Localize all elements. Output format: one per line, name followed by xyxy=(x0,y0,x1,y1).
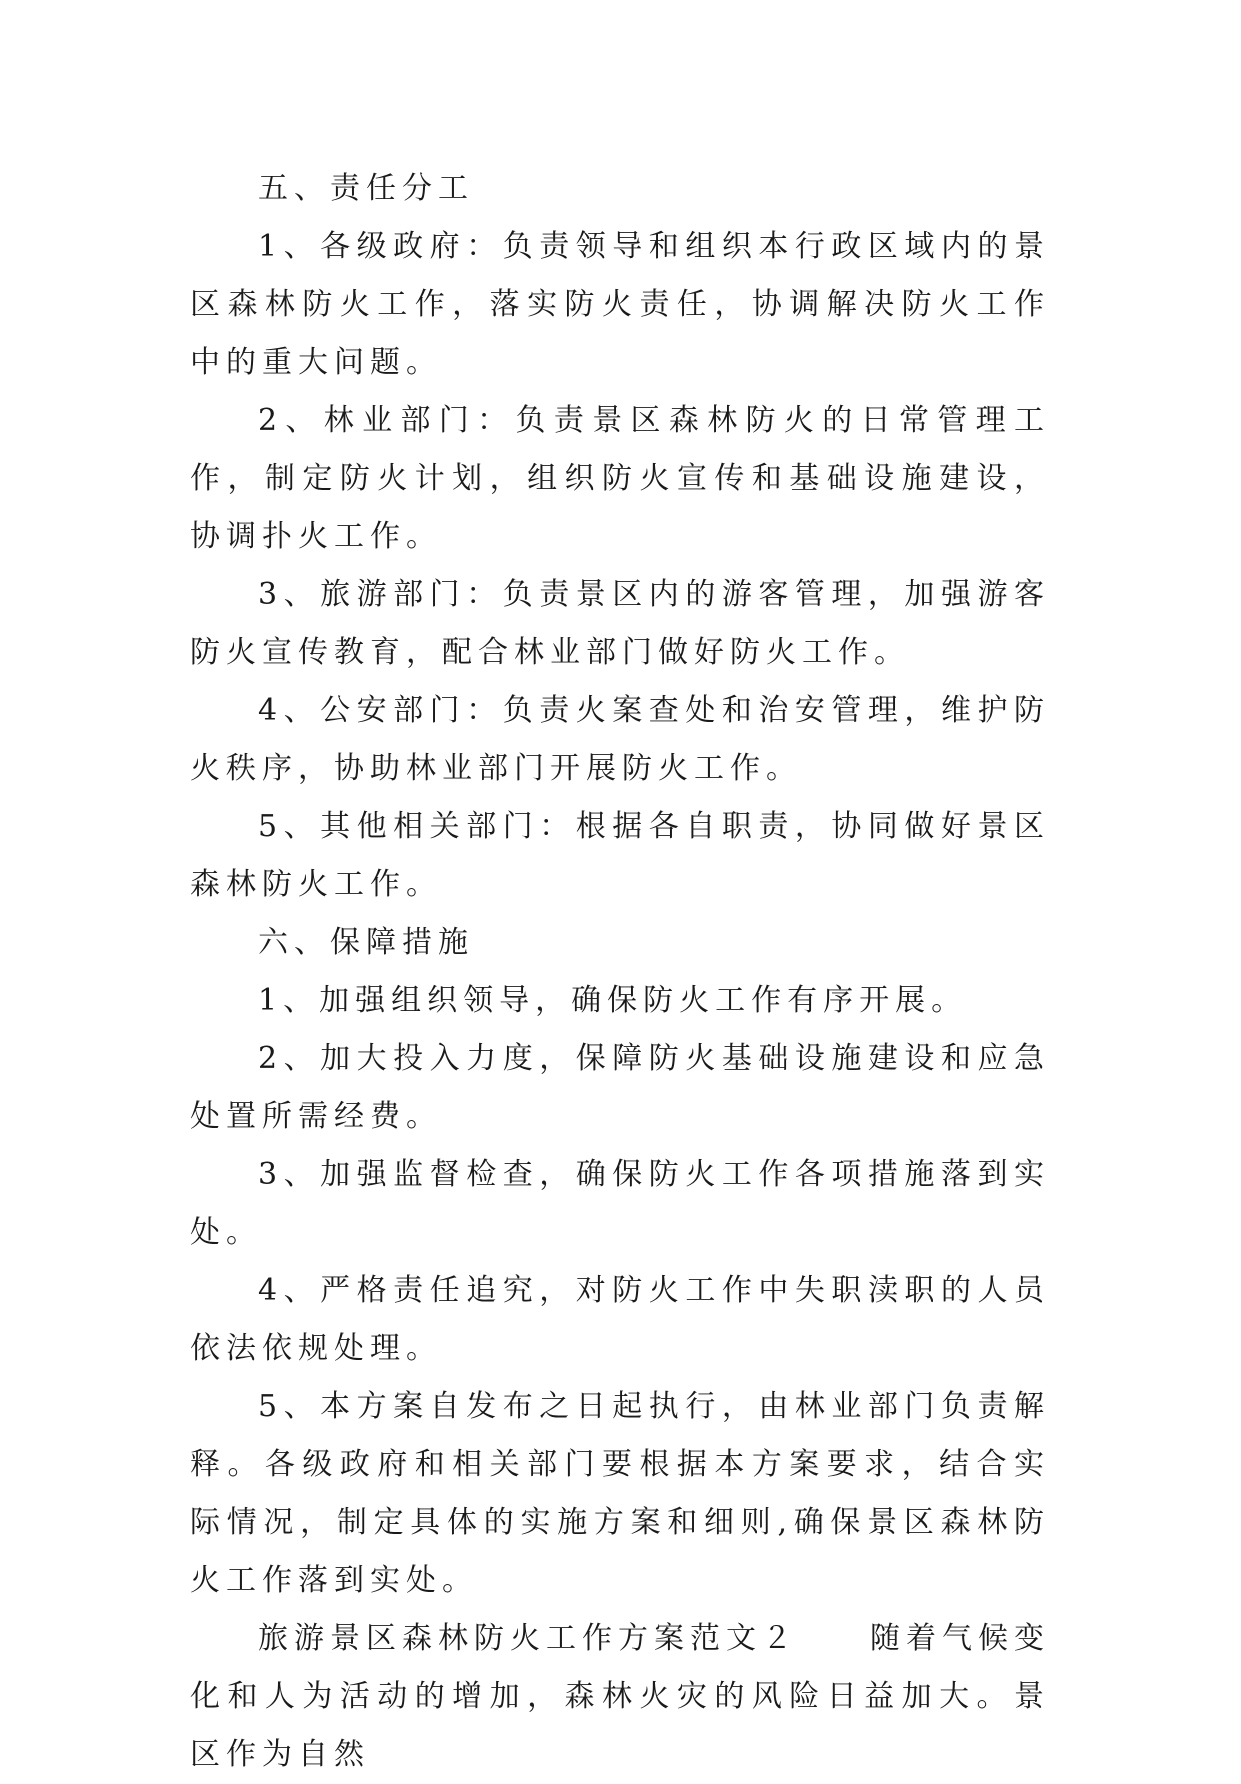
section-heading-responsibilities: 五、责任分工 xyxy=(258,171,474,206)
safeguard-item-2: 2、加大投入力度，保障防火基础设施建设和应急处置所需经费。 xyxy=(190,1041,1050,1134)
safeguard-item-1: 1、加强组织领导，确保防火工作有序开展。 xyxy=(258,983,968,1018)
responsibility-item-government: 1、各级政府：负责领导和组织本行政区域内的景区森林防火工作，落实防火责任，协调解决防火工作中的重大问题。 xyxy=(190,229,1050,380)
responsibility-item-tourism: 3、旅游部门：负责景区内的游客管理，加强游客防火宣传教育，配合林业部门做好防火工作。 xyxy=(190,577,1050,670)
section-heading-safeguards: 六、保障措施 xyxy=(258,925,474,960)
responsibility-item-other: 5、其他相关部门：根据各自职责，协同做好景区森林防火工作。 xyxy=(190,809,1050,902)
safeguard-item-5: 5、本方案自发布之日起执行，由林业部门负责解释。各级政府和相关部门要根据本方案要求，结合实际情况，制定具体的实施方案和细则,确保景区森林防火工作落到实处。 xyxy=(190,1389,1050,1598)
safeguard-item-4: 4、严格责任追究，对防火工作中失职渎职的人员依法依规处理。 xyxy=(190,1273,1050,1366)
safeguard-item-3: 3、加强监督检查，确保防火工作各项措施落到实处。 xyxy=(190,1157,1050,1250)
next-article-intro: 旅游景区森林防火工作方案范文２ 随着气候变化和人为活动的增加，森林火灾的风险日益加大。景区作为自然 xyxy=(190,1621,1050,1772)
responsibility-item-police: 4、公安部门：负责火案查处和治安管理，维护防火秩序，协助林业部门开展防火工作。 xyxy=(190,693,1050,786)
responsibility-item-forestry: 2、林业部门：负责景区森林防火的日常管理工作，制定防火计划，组织防火宣传和基础设施建设，协调扑火工作。 xyxy=(190,403,1050,554)
document-body xyxy=(190,160,1050,1784)
